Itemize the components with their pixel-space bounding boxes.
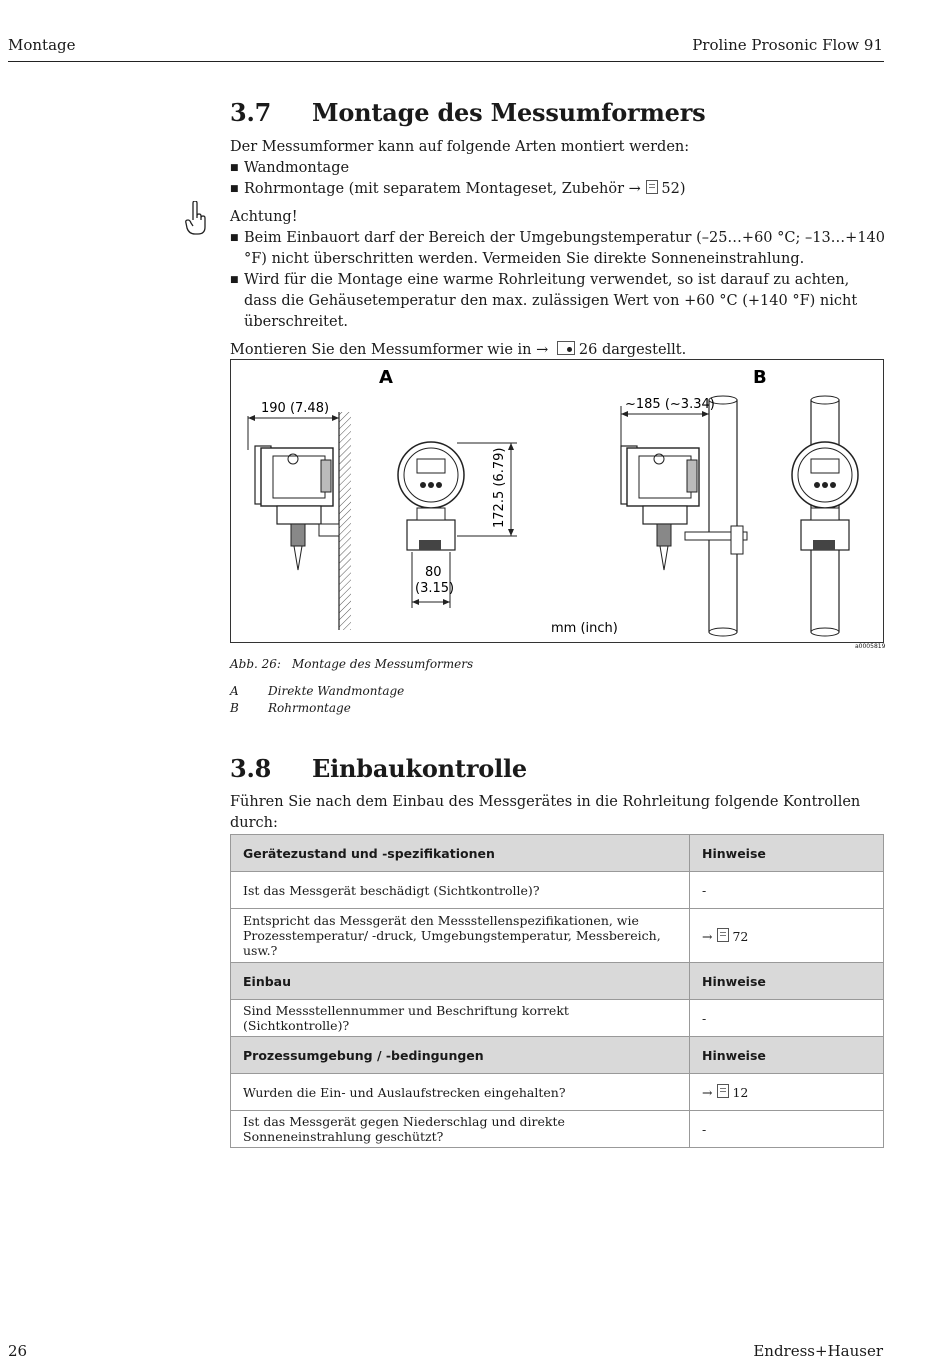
page-ref: 52) — [661, 181, 686, 197]
table-cell-check: Gerätezustand und -spezifikationen — [231, 835, 690, 872]
section-title: Montage des Messumformers — [312, 98, 706, 127]
legend-text: Direkte Wandmontage — [268, 684, 405, 698]
warning-bullet: ■ Wird für die Montage eine warme Rohrleitung verwendet, so ist darauf zu achten, dass die Gehäusetemperatur den max. zulässigen Wert von +60 °C (+140 °F) nicht überschreitet. — [230, 270, 885, 333]
legend-item — [230, 700, 404, 717]
table-header-row — [231, 1037, 884, 1074]
table-cell-note: Hinweise — [690, 1037, 884, 1074]
warning-block — [230, 207, 885, 361]
table-cell-check: Ist das Messgerät beschädigt (Sichtkontrolle)? — [231, 872, 690, 909]
page-ref-icon — [717, 928, 729, 942]
pipe-mount-front-view — [792, 396, 858, 636]
legend-item — [230, 683, 404, 700]
dim-80-inch: (3.15) — [415, 581, 455, 596]
figure-code: a0005819 — [855, 643, 886, 650]
section-3-7-body — [230, 137, 885, 200]
section-3-8-intro: Führen Sie nach dem Einbau des Messgerätes in die Rohrleitung folgende Kontrollen durch: — [230, 794, 861, 831]
dim-190: 190 (7.48) — [261, 401, 330, 416]
table-row — [231, 872, 884, 909]
section-number: 3.7 — [230, 98, 272, 127]
section-number: 3.8 — [230, 754, 272, 783]
legend-text: Rohrmontage — [268, 701, 351, 715]
mount-instruction — [230, 340, 885, 361]
section-3-7-heading — [230, 98, 706, 127]
arrow-icon: → — [628, 181, 641, 197]
label-b: B — [753, 367, 767, 388]
wall-mount-side-view — [248, 401, 351, 630]
table-cell-note — [690, 1074, 884, 1111]
pipe-mount-side-view — [621, 396, 747, 636]
dim-172: 172.5 (6.79) — [492, 447, 507, 528]
table-cell-check: Einbau — [231, 963, 690, 1000]
section-title: Einbaukontrolle — [312, 754, 527, 783]
table-row — [231, 1074, 884, 1111]
arrow-icon: → — [702, 928, 717, 944]
checklist-table-wrap — [230, 834, 884, 1148]
bullet-text: Rohrmontage (mit separatem Montageset, Zubehör — [244, 181, 625, 197]
table-cell-check: Wurden die Ein- und Auslaufstrecken eingehalten? — [231, 1074, 690, 1111]
dim-80: 80 — [425, 565, 442, 580]
page-ref: 72 — [732, 928, 749, 944]
table-cell-check: Prozessumgebung / -bedingungen — [231, 1037, 690, 1074]
figure-ref: 26 dargestellt. — [578, 342, 687, 358]
figure-drawing — [231, 360, 883, 642]
table-cell-note: - — [690, 872, 884, 909]
table-cell-note: - — [690, 1000, 884, 1037]
intro-text: Der Messumformer kann auf folgende Arten montiert werden: — [230, 139, 690, 155]
figure-caption — [230, 657, 473, 671]
arrow-icon: → — [536, 342, 549, 358]
label-a: A — [379, 367, 393, 388]
table-cell-check: Entspricht das Messgerät den Messstellenspezifikationen, wie Prozesstemperatur/ -druck, Umgebungstemperatur, Messbereich, usw.? — [231, 909, 690, 963]
table-cell-note: Hinweise — [690, 835, 884, 872]
legend-key: B — [230, 701, 239, 715]
unit-label: mm (inch) — [551, 621, 618, 636]
page-number: 26 — [8, 1342, 28, 1360]
running-header-right: Proline Prosonic Flow 91 — [692, 36, 883, 54]
running-header-left: Montage — [8, 36, 76, 54]
table-cell-note: Hinweise — [690, 963, 884, 1000]
page-ref: 12 — [732, 1085, 749, 1100]
page-ref-icon — [646, 180, 658, 194]
brand-name: Endress+Hauser — [753, 1342, 883, 1360]
dim-185: ~185 (~3.34) — [625, 397, 715, 412]
table-cell-check: Ist das Messgerät gegen Niederschlag und direkte Sonneneinstrahlung geschützt? — [231, 1111, 690, 1148]
table-cell-note: - — [690, 1111, 884, 1148]
table-cell-check: Sind Messstellennummer und Beschriftung korrekt (Sichtkontrolle)? — [231, 1000, 690, 1037]
page-ref-icon — [717, 1084, 729, 1098]
table-header-row — [231, 835, 884, 872]
table-row — [231, 1000, 884, 1037]
header-rule — [8, 61, 884, 62]
table-header-row — [231, 963, 884, 1000]
warning-bullet: ■ Beim Einbauort darf der Bereich der Umgebungstemperatur (–25…+60 °C; –13…+140 °F) nicht überschritten werden. Vermeiden Sie direkte Sonneneinstrahlung. — [230, 228, 885, 270]
section-3-8-heading — [230, 754, 527, 783]
bullet-item — [230, 179, 885, 200]
caption-text: Montage des Messumformers — [292, 657, 474, 671]
arrow-icon: → — [702, 1085, 717, 1100]
caption-number: Abb. 26: — [230, 657, 281, 671]
bullet-item: ■ Wandmontage — [230, 158, 885, 179]
figure-ref-icon — [557, 341, 575, 355]
mount-text: Montieren Sie den Messumformer wie in — [230, 342, 532, 358]
checklist-table — [230, 834, 884, 1148]
table-row — [231, 1111, 884, 1148]
warning-hand-icon — [184, 201, 208, 237]
wall-mount-front-view — [398, 442, 517, 608]
table-row — [231, 909, 884, 963]
figure-montage — [230, 359, 884, 643]
warning-title: Achtung! — [230, 209, 298, 225]
legend-key: A — [230, 684, 239, 698]
figure-legend — [230, 683, 404, 717]
table-cell-note — [690, 909, 884, 963]
